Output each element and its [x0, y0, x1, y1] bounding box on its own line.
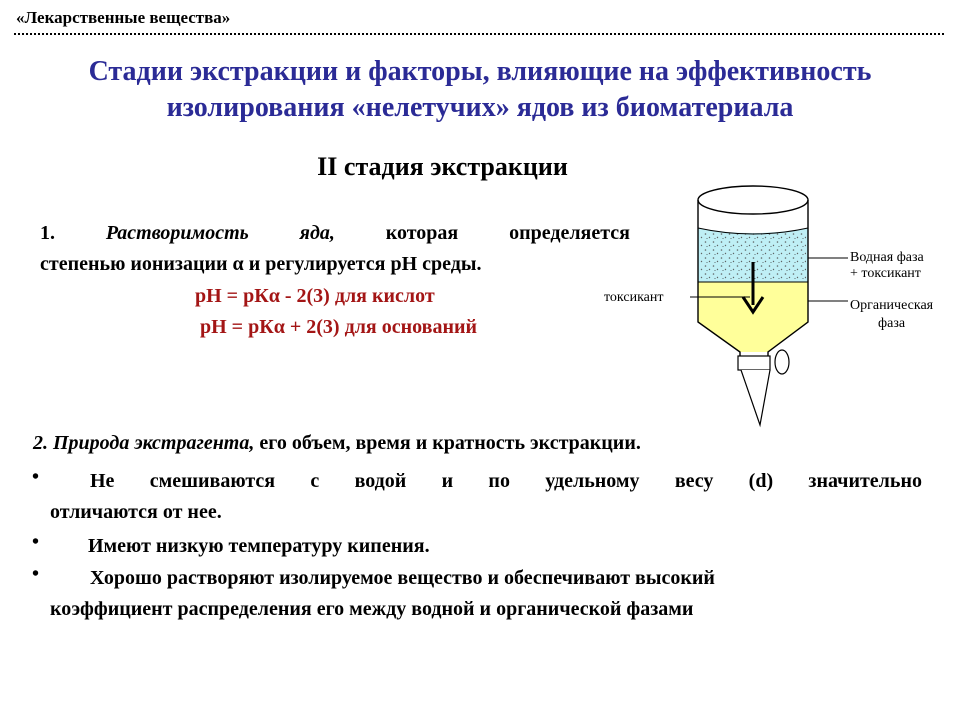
bullet-3-line-2: коэффициент распределения его между водной и органической фазами [50, 598, 694, 620]
slide-title-line-2: изолирования «нелетучих» ядов из биоматериала [166, 92, 794, 123]
formula-bases: рН = рКα + 2(3) для оснований [200, 316, 478, 338]
bullet-2-marker: • [32, 531, 40, 553]
factor-1-line-1 [40, 218, 630, 249]
separatory-funnel-diagram [600, 180, 860, 440]
bullet-3-line-1: Хорошо растворяют изолируемое вещество и обеспечивают высокий [90, 567, 715, 589]
toxicant-label: токсикант [604, 290, 664, 305]
water-phase-label [850, 250, 924, 282]
stage-heading: II стадия экстракции [317, 152, 568, 181]
factor-1-paragraph [40, 218, 630, 280]
formula-acids: рН = рКα - 2(3) для кислот [195, 285, 435, 307]
bullet-1-marker: • [32, 466, 40, 488]
bullet-3-marker: • [32, 563, 40, 585]
header-title: «Лекарственные вещества» [16, 8, 231, 27]
stopcock-body [738, 356, 770, 370]
organic-phase-label-line-2: фаза [878, 316, 906, 331]
stopcock-handle [775, 350, 789, 374]
organic-phase-label [850, 297, 933, 333]
factor-2-text: его объем, время и кратность экстракции. [259, 432, 641, 454]
bullet-3-text [50, 563, 930, 625]
factor-1-number: 1. [40, 222, 55, 244]
factor-2-paragraph [33, 432, 641, 455]
bullet-1-text [50, 466, 922, 528]
factor-2-italic: 2. Природа экстрагента, [33, 432, 255, 454]
factor-1-line-2: степенью ионизации α и регулируется рН среды. [40, 253, 482, 275]
water-phase-label-line-1: Водная фаза [850, 250, 924, 265]
factor-1-italic: Растворимость яда, [105, 222, 335, 244]
funnel-stem [741, 370, 770, 425]
bullet-1-line-2: отличаются от нее. [50, 501, 222, 523]
factor-1-text-a: которая определяется [385, 222, 630, 244]
slide-title-line-1: Стадии экстракции и факторы, влияющие на эффективность [88, 56, 872, 87]
header-divider [14, 33, 944, 35]
bullet-1-line-1: Не смешиваются с водой и по удельному весу (d) значительно [90, 470, 922, 492]
bullet-2-text: Имеют низкую температуру кипения. [88, 535, 430, 557]
organic-phase-label-line-1: Органическая [850, 298, 934, 313]
water-phase-label-line-2: + токсикант [850, 266, 921, 281]
funnel-top-rim [698, 186, 808, 214]
